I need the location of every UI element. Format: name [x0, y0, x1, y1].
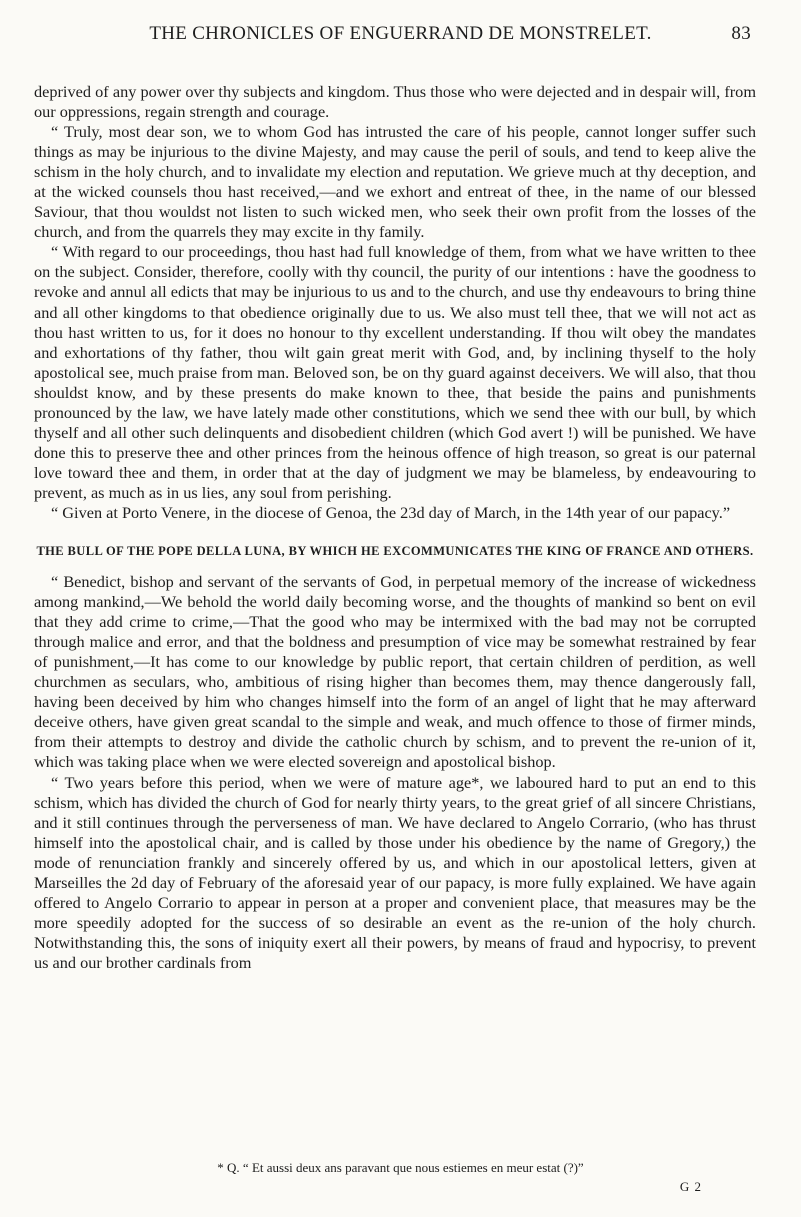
paragraph: “ Given at Porto Venere, in the diocese of Genoa, the 23d day of March, in the 14th year of our papacy.”	[51, 502, 731, 522]
running-head	[0, 23, 801, 47]
paragraph: “ Benedict, bishop and servant of the servants of God, in perpetual memory of the increase of wickedness among mankind,—We behold the world daily becoming worse, and the thoughts of mankind so bent on evil that they add crime to crime,—That the good who may be intermixed with the bad may not be corrupted through malice and error, and that the boldness and presumption of vice may be somewhat restrained by fear of punishment,—It has come to our knowledge by public report, that certain children of perdition, as well churchmen as seculars, who, ambitious of rising higher than becomes them, may thence dangerously fall, having been deceived by him who changes himself into the form of an angel of light that he may afterward deceive others, have given great scandal to the simple and weak, and much offence to those of firmer minds, from their attempts to destroy and divide the catholic church by schism, and to prevent the re-union of it, which was taking place when we were elected sovereign and apostolical bishop.	[34, 572, 756, 772]
paragraph: deprived of any power over thy subjects and kingdom. Thus those who were dejected and in despair will, from our oppressions, regain strength and courage.	[34, 82, 756, 122]
footnote: * Q. “ Et aussi deux ans paravant que nous estiemes en meur estat (?)”	[217, 1160, 584, 1175]
paragraph: “ With regard to our proceedings, thou hast had full knowledge of them, from what we have written to thee on the subject. Consider, therefore, coolly with thy council, the purity of our intentions : have the goodness to revoke and annul all edicts that may be injurious to us and to the church, and use thy endeavours to bring thine and all other kingdoms to that obedience originally due to us. We also must tell thee, that we will not act as thou hast written to us, for it does no honour to thy excellent understanding. If thou wilt obey the mandates and exhortations of thy father, thou wilt gain great merit with God, and, by inclining thyself to the holy apostolical see, much praise from man. Beloved son, be on thy guard against deceivers. We will also, that thou shouldst know, and by these presents do make known to thee, that beside the pains and punishments pronounced by the law, we have lately made other constitutions, which we send thee with our bull, by which thyself and all other such delinquents and disobedient children (which God avert !) will be punished. We have done this to preserve thee and other princes from the heinous offence of high treason, so great is our paternal love toward thee and them, in order that at the day of judgment we may be blameless, by endeavouring to prevent, as much as in us lies, any soul from perishing.	[34, 242, 756, 502]
running-title: THE CHRONICLES OF ENGUERRAND DE MONSTRELET.	[149, 23, 652, 44]
paragraph: “ Truly, most dear son, we to whom God has intrusted the care of his people, cannot longer suffer such things as may be injurious to the divine Majesty, and may cause the peril of souls, and tend to keep alive the schism in the holy church, and to invalidate my election and reputation. We grieve much at thy deception, and at the wicked counsels thou hast received,—and we exhort and entreat of thee, in the name of our blessed Saviour, that thou wouldst not listen to such wicked men, who seek their own profit from the losses of the church, and from the quarrels they may excite in thy family.	[34, 122, 756, 242]
paragraph: “ Two years before this period, when we were of mature age*, we laboured hard to put an end to this schism, which has divided the church of God for nearly thirty years, to the great grief of all sincere Christians, and it still continues through the perverseness of man. We have declared to Angelo Corrario, (who has thrust himself into the apostolical chair, and is called by those under his obedience by the name of Gregory,) the mode of renunciation frankly and sincerely offered by us, and which in our apostolical letters, given at Marseilles the 2d day of February of the aforesaid year of our papacy, is more fully explained. We have again offered to Angelo Corrario to appear in person at a proper and convenient place, that measures may be the more speedily adopted for the success of so desirable an event as the re-union of the holy church. Notwithstanding this, the sons of iniquity exert all their powers, by means of fraud and hypocrisy, to prevent us and our brother cardinals from	[34, 772, 756, 972]
section-heading: THE BULL OF THE POPE DELLA LUNA, BY WHICH HE EXCOMMUNICATES THE KING OF FRANCE AND OTHERS.	[36, 544, 754, 559]
signature-mark: G 2	[679, 1179, 702, 1194]
body-text	[34, 82, 756, 973]
page-number: 83	[731, 23, 751, 44]
